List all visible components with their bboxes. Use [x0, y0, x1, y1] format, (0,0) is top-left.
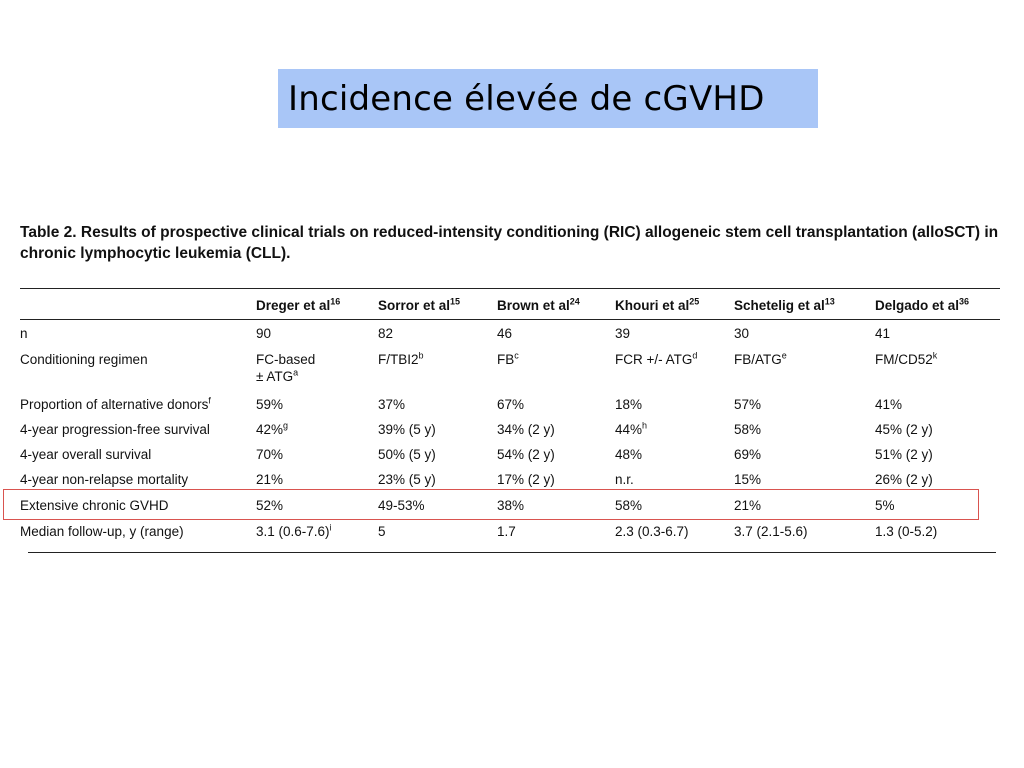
- table-cell: FCR +/- ATG$^d$: [615, 350, 698, 367]
- table-cell: 42%$^g$: [256, 420, 289, 437]
- table-cell: 38%: [497, 498, 525, 513]
- table-cell: 1.7: [497, 524, 516, 539]
- table-cell: 58%: [734, 422, 762, 437]
- header-rule: [20, 319, 1000, 320]
- table-cell: 57%: [734, 397, 762, 412]
- table-cell: 21%: [734, 498, 762, 513]
- table-cell: 50% (5 y): [378, 447, 436, 462]
- row-label: 4-year progression-free survival: [20, 422, 210, 437]
- table-cell: n.r.: [615, 472, 634, 487]
- table-caption: Table 2. Results of prospective clinical trials on reduced-intensity conditioning (RIC) allogeneic stem cell transplantation (alloSCT) in chronic lymphocytic leukemia (CLL).: [20, 224, 999, 262]
- table-cell: 18%: [615, 397, 643, 412]
- table-cell: 23% (5 y): [378, 472, 436, 487]
- table-cell: 37%: [378, 397, 406, 412]
- table-cell: 1.3 (0-5.2): [875, 524, 938, 539]
- table-cell: 2.3 (0.3-6.7): [615, 524, 689, 539]
- table-cell: 67%: [497, 397, 525, 412]
- table-cell: 3.7 (2.1-5.6): [734, 524, 808, 539]
- table-cell: 41%: [875, 397, 903, 412]
- table-cell: 48%: [615, 447, 643, 462]
- table-cell: 15%: [734, 472, 762, 487]
- table-cell: 90: [256, 326, 272, 341]
- table-cell: 54% (2 y): [497, 447, 555, 462]
- table-bottom-rule: [28, 552, 996, 553]
- table-cell: FB/ATG$^e$: [734, 350, 787, 367]
- table-cell: 59%: [256, 397, 284, 412]
- table-cell: 39: [615, 326, 631, 341]
- table-cell: 3.1 $(0.6-7.6)^i$: [256, 522, 332, 539]
- row-label: Proportion of alternative donors$^f$: [20, 395, 211, 412]
- table-cell: 17% (2 y): [497, 472, 555, 487]
- table-cell: 5%: [875, 498, 895, 513]
- table-cell: 49-53%: [378, 498, 425, 513]
- table-cell: 21%: [256, 472, 284, 487]
- table-cell: 69%: [734, 447, 762, 462]
- column-header: Dreger et $al^{16}$: [256, 296, 341, 313]
- slide-title-box: [278, 69, 818, 128]
- table-cell: FC-based ± $ATG^a$: [256, 352, 316, 384]
- row-label: 4-year overall survival: [20, 447, 152, 462]
- row-label: Extensive chronic GVHD: [20, 498, 169, 513]
- table-cell: F/TBI2$^b$: [378, 350, 424, 367]
- table-cell: 51% (2 y): [875, 447, 933, 462]
- table-cell: 30: [734, 326, 750, 341]
- table-cell: 82: [378, 326, 394, 341]
- table-cell: 41: [875, 326, 891, 341]
- row-label: n: [20, 326, 28, 341]
- table-cell: $FB^c$: [497, 350, 519, 367]
- column-header: Brown et $al^{24}$: [497, 296, 580, 313]
- row-label: 4-year non-relapse mortality: [20, 472, 189, 487]
- column-header: Sorror et $al^{15}$: [378, 296, 461, 313]
- table-cell: 5: [378, 524, 386, 539]
- column-header: Delgado et $al^{36}$: [875, 296, 970, 313]
- table-cell: 70%: [256, 447, 284, 462]
- column-header: Khouri et $al^{25}$: [615, 296, 700, 313]
- table-cell: 39% (5 y): [378, 422, 436, 437]
- table-cell: 45% (2 y): [875, 422, 933, 437]
- table-cell: 44%$^h$: [615, 420, 648, 437]
- row-label: Conditioning regimen: [20, 352, 148, 367]
- table-cell: 52%: [256, 498, 284, 513]
- row-label: Median follow-up, y (range): [20, 524, 184, 539]
- column-header: Schetelig et $al^{13}$: [734, 296, 835, 313]
- table-cell: 34% (2 y): [497, 422, 555, 437]
- slide-title: Incidence élevée de cGVHD: [288, 78, 765, 119]
- table-cell: 26% (2 y): [875, 472, 933, 487]
- table-top-rule: [20, 288, 1000, 289]
- table-cell: 58%: [615, 498, 643, 513]
- table-cell: FM/CD52$^k$: [875, 350, 938, 367]
- table-cell: 46: [497, 326, 513, 341]
